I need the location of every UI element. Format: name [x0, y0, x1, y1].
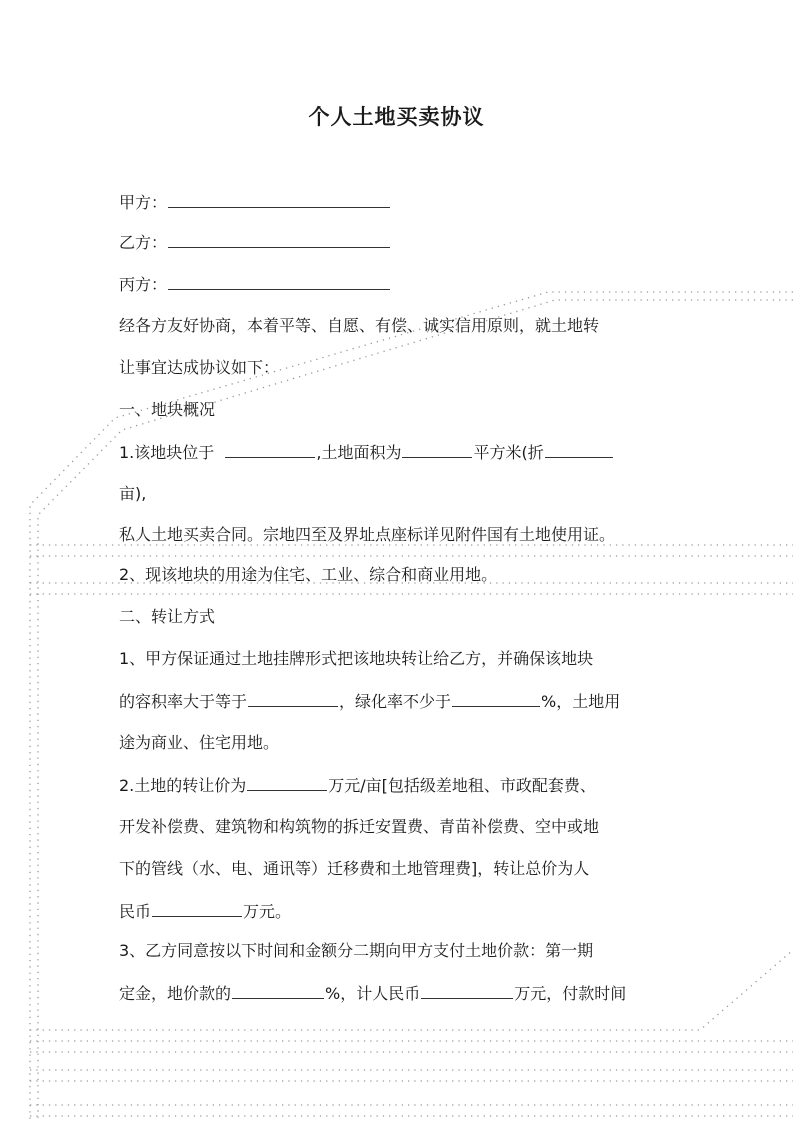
section-2-item-1-line-1: 1、甲方保证通过土地挂牌形式把该地块转让给乙方，并确保该地块 [119, 649, 594, 668]
section-2-item-2-line-2: 开发补偿费、建筑物和构筑物的拆迁安置费、青苗补偿费、空中或地 [119, 817, 600, 836]
plot-ratio-blank [248, 689, 338, 707]
section-2-item-1-line-3: 途为商业、住宅用地。 [119, 733, 280, 752]
item-text: ,土地面积为 [316, 443, 402, 462]
section-1-heading: 一、地块概况 [119, 400, 216, 419]
item-text: 万元。 [243, 902, 292, 921]
party-a-label: 甲方： [119, 193, 168, 212]
section-1-item-1-line [119, 440, 614, 465]
section-2-heading: 二、转让方式 [119, 607, 216, 626]
party-a-line [119, 190, 391, 215]
item-text: 的容积率大于等于 [119, 692, 248, 711]
party-b-blank [168, 230, 390, 248]
item-text: 万元/亩[包括级差地租、市政配套费、 [328, 776, 596, 795]
section-1-item-1-cont: 亩), [119, 484, 147, 503]
section-2-item-1-line-2 [119, 689, 620, 714]
mu-blank [545, 440, 613, 458]
section-2-item-2-line-1 [119, 773, 596, 798]
party-a-blank [168, 190, 390, 208]
item-text: %，计人民币 [325, 984, 421, 1003]
party-c-line [119, 272, 391, 297]
price-per-mu-blank [247, 773, 327, 791]
party-c-label: 丙方： [119, 275, 168, 294]
section-1-item-2: 2、现该地块的用途为住宅、工业、综合和商业用地。 [119, 565, 498, 584]
item-text: 2.土地的转让价为 [119, 776, 247, 795]
item-text: 平方米(折 [473, 443, 544, 462]
item-text: ，绿化率不少于 [339, 692, 452, 711]
party-c-blank [168, 272, 390, 290]
item-text: 民币 [119, 902, 152, 921]
item-text: %，土地用 [541, 692, 621, 711]
party-b-label: 乙方： [119, 233, 168, 252]
green-rate-blank [452, 689, 540, 707]
area-blank [402, 440, 472, 458]
item-text: 定金，地价款的 [119, 984, 232, 1003]
section-2-item-2-line-4 [119, 899, 291, 924]
section-1-item-1-contract: 私人土地买卖合同。宗地四至及界址点座标详见附件国有土地使用证。 [119, 525, 616, 544]
deposit-amount-blank [421, 981, 513, 999]
intro-line-1: 经各方友好协商，本着平等、自愿、有偿、诚实信用原则，就土地转 [119, 316, 600, 335]
item-text: 万元，付款时间 [514, 984, 627, 1003]
location-blank [225, 440, 315, 458]
party-b-line [119, 230, 391, 255]
section-2-item-3-line-2 [119, 981, 626, 1006]
deposit-percent-blank [232, 981, 324, 999]
document-title: 个人土地买卖协议 [308, 105, 485, 129]
total-price-blank [152, 899, 242, 917]
item-text: 1.该地块位于 [119, 443, 215, 462]
intro-line-2: 让事宜达成协议如下： [119, 358, 280, 377]
section-2-item-2-line-3: 下的管线（水、电、通讯等）迁移费和土地管理费]，转让总价为人 [119, 859, 590, 878]
section-2-item-3-line-1: 3、乙方同意按以下时间和金额分二期向甲方支付土地价款：第一期 [119, 941, 594, 960]
